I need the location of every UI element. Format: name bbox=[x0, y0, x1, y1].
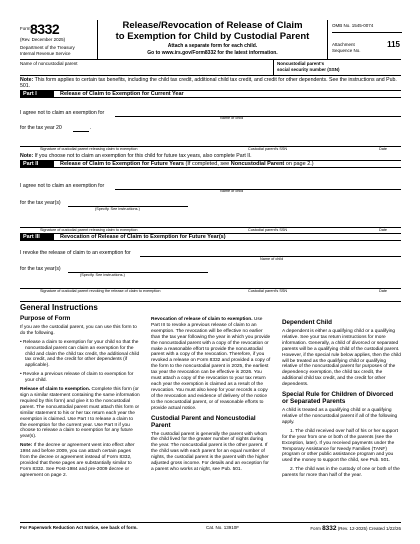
attachment-label: Attachment bbox=[332, 42, 355, 47]
ssn-label-line-1: Noncustodial parent's bbox=[277, 61, 325, 66]
title-line-1: Release/Revocation of Release of Claim bbox=[122, 20, 303, 31]
noncustodial-ssn-field[interactable] bbox=[273, 60, 401, 76]
part-1-line-2: for the tax year 20 bbox=[20, 125, 62, 131]
department: Department of the Treasury bbox=[20, 45, 75, 50]
part-2-title-text: Release of Claim to Exemption for Future Years bbox=[60, 161, 184, 167]
tax-year-field[interactable] bbox=[73, 131, 89, 132]
dependent-text: A dependent is either a qualifying child or a qualifying relative. See your tax return instructions for more information. Generally, a child of divorced or separated parents will be a qualifying child of the custodial parent. However, if the special rule below applies, then the child will be treated as the qualifying child or qualifying relative of the noncustodial parent for purposes of the dependency exemption, the child tax credit, the additional child tax credit, and the credit for other dependents. bbox=[282, 329, 401, 388]
purpose-intro: If you are the custodial parent, you can use this form to do the following. bbox=[20, 324, 137, 336]
period: . bbox=[90, 125, 92, 131]
part-2-header bbox=[20, 160, 401, 168]
special-rule-item-2: 2. The child was in the custody of one or both of the parents for more than half of the year. bbox=[282, 467, 400, 479]
part-2-specify-caption: (Specify. See instructions.) bbox=[95, 207, 140, 211]
name-row bbox=[20, 60, 401, 76]
revocation-paragraph bbox=[151, 317, 271, 412]
part-1-line-1: I agree not to claim an exemption for bbox=[20, 110, 105, 116]
title-line-2: to Exemption for Child by Custodial Parent bbox=[115, 30, 310, 42]
col1-note-text: If the decree or agreement went into effect after 1984 and before 2009, you can attach certain pages from the decree or agreement instead of Form 8332, provided that these pages are substantially similar to Form 8332. See Post-1984 and pre-2009 decree or agreement on page 2. bbox=[20, 443, 135, 478]
part-1-date-caption: Date bbox=[379, 147, 388, 151]
special-rule-item-1: 1. The child received over half of his or her support for the year from one or both of the parents (see the Exception, later). If you received payments under the Temporary Assistance for Needy Families (TANF) program or other public assistance program and you used the money to support the child, see Pub. 501. bbox=[282, 428, 398, 464]
part-3-title: Revocation of Release of Claim to Exemption for Future Year(s) bbox=[60, 234, 226, 240]
footer-form-number: 8332 bbox=[322, 524, 337, 532]
release-paragraph bbox=[20, 387, 140, 440]
top-note bbox=[20, 77, 401, 90]
part-1-child-caption: Name of child bbox=[220, 116, 244, 120]
part-2-sub-end: on page 2.) bbox=[284, 161, 314, 167]
general-instructions-heading: General Instructions bbox=[20, 303, 98, 312]
part-2-date-caption: Date bbox=[379, 228, 388, 232]
part-2-line-1: I agree not to claim an exemption for bbox=[20, 183, 105, 189]
form-id-block bbox=[20, 20, 98, 60]
special-rule-text: A child is treated as a qualifying child or a qualifying relative of the noncustodial parent if all of the following apply. bbox=[282, 408, 398, 425]
form-header bbox=[20, 20, 401, 60]
col1-note bbox=[20, 443, 140, 478]
part-2-sub: (If completed, see bbox=[184, 161, 231, 167]
form-title-block bbox=[100, 20, 325, 60]
part-3-line-2: for the tax year(s) bbox=[20, 266, 61, 272]
part-1-ssn-caption: Custodial parent's SSN bbox=[248, 147, 288, 151]
attachment-sequence bbox=[332, 42, 402, 53]
footer-form-id bbox=[310, 525, 401, 532]
part-3-child-caption: Name of child bbox=[260, 257, 284, 261]
instructions-column-3 bbox=[282, 317, 401, 482]
instructions-column-2 bbox=[151, 317, 271, 476]
part-1-tag: Part I bbox=[20, 91, 54, 97]
part-2-child-name-field[interactable] bbox=[115, 189, 401, 190]
revocation-text: Use Part III to revoke a previous release of claim to an exemption. The revocation will be effective no earlier than the tax year following the year in which you provide the noncustodial parent with a copy of the revocation or make a reasonable effort to provide the noncustodial parent with a copy of the revocation. Therefore, if you revoked a release on Form 8332 and provided a copy of the form to the noncustodial parent in 2025, the earliest tax year the revocation can be effective is 2026. You must attach a copy of the revocation to your tax return each year the exemption is claimed as a result of the revocation. You must also keep for your records a copy of the revocation and evidence of delivery of the notice to the noncustodial parent, or of reasonable efforts to provide actual notice. bbox=[151, 317, 271, 411]
special-rule-heading: Special Rule for Children of Divorced or Separated Parents bbox=[282, 391, 394, 406]
custodial-text: The custodial parent is generally the parent with whom the child lived for the greater number of nights during the year. The noncustodial parent is the other parent. If the child was with each parent for an equal number of nights, the custodial parent is the parent with the higher adjusted gross income. For details and an exception for a parent who works at night, see Pub. 501. bbox=[151, 431, 269, 472]
part-3-ssn-caption: Custodial parent's SSN bbox=[248, 289, 288, 293]
part-3-line-1: I revoke the release of claim to an exemption for bbox=[20, 250, 131, 256]
revocation-bold: Revocation of release of claim to exemption. bbox=[151, 317, 253, 322]
form-word: Form bbox=[20, 26, 31, 31]
mid-note bbox=[20, 153, 401, 159]
omb-block bbox=[327, 20, 401, 60]
part-3-date-caption: Date bbox=[379, 289, 388, 293]
part-2-line-2: for the tax year(s) bbox=[20, 200, 61, 206]
form-number: 8332 bbox=[30, 21, 60, 37]
part-1-signature-caption: Signature of custodial parent releasing claim to exemption bbox=[40, 147, 138, 151]
paperwork-notice: For Paperwork Reduction Act Notice, see back of form. bbox=[20, 524, 138, 530]
purpose-bullet-1: • Release a claim to exemption for your child so that the noncustodial parent can claim an exemption for the child and claim the child tax credit, the additional child tax credit, and the credit for other dependents (if applicable). bbox=[20, 339, 140, 369]
service: Internal Revenue Service bbox=[20, 50, 71, 56]
ssn-label-line-2: social security number (SSN) bbox=[277, 66, 340, 72]
release-text: Complete this form (or sign a similar statement containing the same information required by this form) and give it to the noncustodial parent. The noncustodial parent must attach this form or similar statement to his or her tax return each year the exemption is claimed. Use Part I to release a claim to the exemption for the current year. Use Part II if you choose to release a claim to exemption for any future year(s). bbox=[20, 387, 140, 440]
purpose-heading: Purpose of Form bbox=[20, 314, 71, 322]
catalog-number: Cat. No. 13910F bbox=[206, 524, 240, 530]
omb-number: OMB No. 1545-0074 bbox=[332, 23, 402, 33]
agency-name bbox=[20, 45, 96, 56]
instructions-column-1 bbox=[20, 305, 140, 482]
note-text: If you choose not to claim an exemption for this child for future tax years, also complete Part II. bbox=[33, 153, 252, 159]
sequence-number: 115 bbox=[387, 40, 400, 49]
purpose-bullet-2: • Revoke a previous release of claim to exemption for your child. bbox=[20, 372, 134, 384]
part-3-tag: Part III bbox=[20, 234, 54, 240]
section-divider bbox=[20, 301, 401, 302]
noncustodial-name-label: Name of noncustodial parent bbox=[20, 61, 78, 66]
note-label: Note: bbox=[20, 77, 34, 83]
footer-form-word: Form bbox=[310, 525, 323, 531]
website-instruction: Go to www.irs.gov/Form8332 for the latest information. bbox=[147, 49, 278, 56]
part-2-sub-bold: Noncustodial Parent bbox=[230, 161, 285, 167]
sequence-label: Sequence No. bbox=[332, 47, 361, 53]
part-1-header bbox=[20, 90, 401, 98]
part-3-specify-caption: (Specify. See instructions.) bbox=[80, 273, 125, 277]
part-2-tag: Part II bbox=[20, 161, 54, 167]
note-text: This form applies to certain tax benefits, including the child tax credit, additional child tax credit, and credit for other dependents. See the instructions and Pub. 501. bbox=[20, 77, 397, 90]
part-1-title: Release of Claim to Exemption for Current Year bbox=[60, 91, 184, 97]
revision-date: (Rev. December 2025) bbox=[20, 37, 66, 42]
form-footer bbox=[20, 522, 401, 530]
form-title bbox=[100, 21, 325, 42]
part-3-signature-caption: Signature of custodial parent revoking the release of claim to exemption bbox=[40, 289, 161, 293]
release-bold: Release of claim to exemption. bbox=[20, 387, 91, 393]
part-2-title bbox=[60, 161, 314, 167]
part-2-signature-caption: Signature of custodial parent releasing claim to exemption bbox=[40, 228, 138, 232]
part-1-child-name-field[interactable] bbox=[115, 116, 401, 117]
attach-instruction: Attach a separate form for each child. bbox=[167, 43, 258, 49]
part-2-child-caption: Name of child bbox=[220, 189, 244, 193]
part-3-header bbox=[20, 233, 401, 241]
dependent-heading: Dependent Child bbox=[282, 319, 333, 326]
form-page bbox=[20, 20, 401, 530]
note-label: Note: bbox=[20, 443, 33, 449]
note-label: Note: bbox=[20, 153, 34, 159]
part-2-ssn-caption: Custodial parent's SSN bbox=[248, 228, 288, 232]
footer-revision: (Rev. 12-2025) Created 1/22/26 bbox=[336, 525, 401, 531]
custodial-heading: Custodial Parent and Noncustodial Parent bbox=[151, 414, 256, 429]
